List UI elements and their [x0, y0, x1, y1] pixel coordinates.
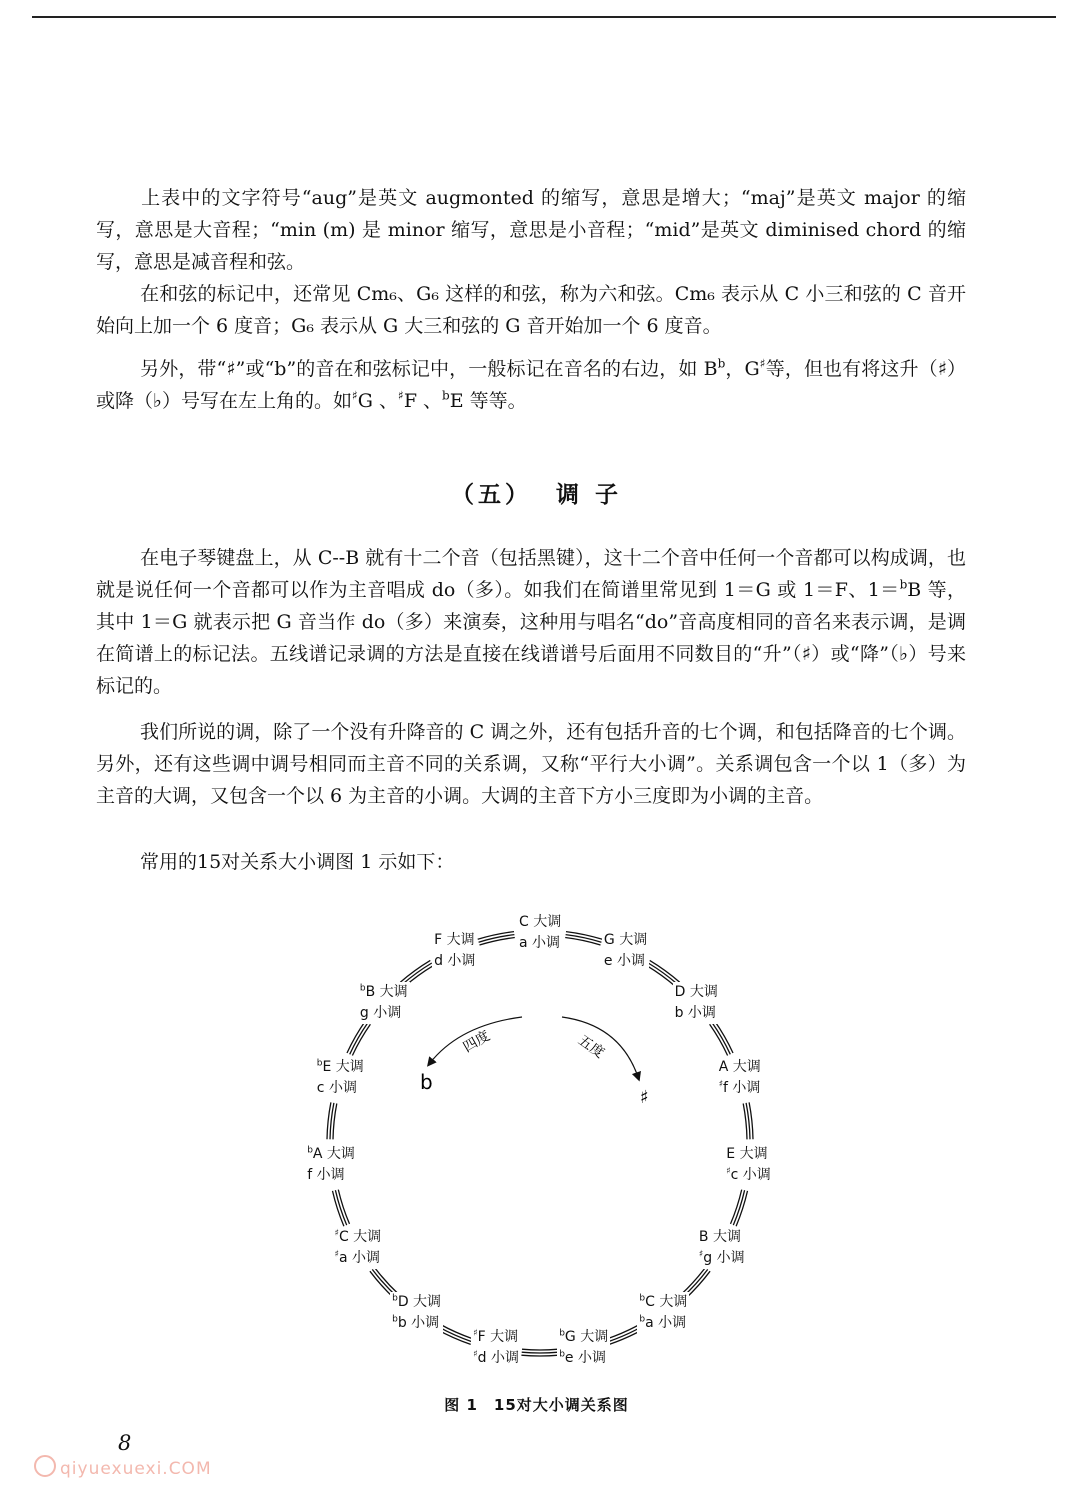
- minor-key-label-text: a 小调: [645, 1314, 687, 1331]
- major-key-label: [719, 1057, 761, 1078]
- section-number: （五）: [450, 481, 532, 508]
- minor-key-label-text: e 小调: [603, 953, 645, 970]
- circle-arc-segment: [743, 1104, 747, 1140]
- minor-key-label: [473, 1348, 519, 1369]
- sharp-direction-symbol: ♯: [640, 1087, 649, 1108]
- sharp-sign: ♯: [351, 388, 358, 403]
- paragraph-text: 在电子琴键盘上，从 C--B 就有十二个音（包括黑键），这十二个音中任何一个音都可以构成调，也就是说任何一个音都可以作为主音唱成 do（多）。如我们在简谱里常见到 1＝G 或 1＝F、1＝: [96, 547, 966, 601]
- page-number: 8: [118, 1431, 132, 1455]
- paragraph-accidentals: [96, 353, 966, 417]
- major-key-label: [360, 982, 408, 1003]
- minor-key-label-text: g 小调: [703, 1250, 745, 1266]
- major-key-label: [675, 982, 718, 1003]
- paragraph-text: F 、: [403, 390, 443, 412]
- minor-key-label: [335, 1248, 382, 1269]
- circle-arc-segment: [333, 1104, 337, 1140]
- circle-arc-segment: [522, 1349, 558, 1350]
- accidental-sign: ♯: [473, 1328, 478, 1339]
- minor-key-label-text: d 小调: [477, 1350, 519, 1367]
- accidental-sign: b: [359, 982, 366, 993]
- circle-of-fifths-diagram: [300, 885, 780, 1385]
- minor-key-label-text: d 小调: [434, 953, 476, 970]
- key-pair: [673, 982, 720, 1024]
- flat-sign: b: [717, 356, 726, 371]
- major-key-label-text: C 大调: [338, 1229, 382, 1245]
- paragraph-figure-intro: [96, 846, 966, 878]
- fifth-arrow-label: 五度: [575, 1032, 608, 1062]
- circle-arc-segment: [352, 1024, 370, 1055]
- major-key-label: [604, 930, 647, 951]
- paragraph-sixth-chords: [96, 278, 966, 342]
- major-key-label-text: F 大调: [434, 932, 475, 949]
- accidental-sign: b: [392, 1314, 398, 1325]
- key-pair: [305, 1144, 357, 1186]
- circle-arc-segment: [712, 1023, 730, 1055]
- accidental-sign: ♯: [726, 1166, 731, 1177]
- minor-key-label: [726, 1165, 771, 1186]
- minor-key-label-text: g 小调: [359, 1004, 402, 1021]
- major-key-label-text: A 大调: [312, 1146, 355, 1162]
- key-pair: [333, 1227, 384, 1269]
- minor-key-label: [519, 933, 561, 954]
- minor-key-label: [604, 951, 647, 972]
- accidental-sign: ♯: [334, 1249, 339, 1260]
- figure-caption: 图 1 15对大小调关系图: [444, 1396, 629, 1414]
- minor-key-label-text: b 小调: [397, 1314, 440, 1331]
- minor-key-label: [392, 1313, 441, 1334]
- major-key-label: [639, 1292, 687, 1313]
- circle-arc-segment: [438, 1327, 471, 1342]
- watermark: [34, 1455, 212, 1479]
- paragraph-text: 另外，带“♯”或“b”的音在和弦标记中，一般标记在音名的右边，如 B: [140, 358, 718, 380]
- circle-arc-segment: [565, 938, 600, 946]
- major-key-label: [335, 1227, 382, 1248]
- watermark-logo-icon: [34, 1455, 56, 1477]
- major-key-label-text: D 大调: [397, 1293, 442, 1310]
- minor-key-label: [360, 1003, 408, 1024]
- circle-arc-segment: [607, 1324, 640, 1339]
- minor-key-label-text: f 小调: [307, 1167, 345, 1183]
- watermark-text: qiyuexuexi.COM: [60, 1459, 212, 1479]
- key-pair: [602, 930, 649, 972]
- minor-key-label: [559, 1348, 608, 1369]
- paragraph-text: G 、: [357, 390, 398, 412]
- sharp-sign: ♯: [759, 356, 766, 371]
- major-key-label: [726, 1144, 771, 1165]
- key-pair: [724, 1144, 773, 1186]
- major-key-label: [519, 912, 561, 933]
- major-key-label-text: G 大调: [603, 932, 648, 949]
- accidental-sign: b: [639, 1314, 646, 1325]
- key-pair: [358, 982, 410, 1024]
- key-pair: [697, 1227, 747, 1269]
- minor-key-label: [317, 1078, 364, 1099]
- circle-of-fifths-arcs: [300, 885, 780, 1385]
- circle-arc-segment: [521, 1355, 558, 1356]
- accidental-sign: b: [559, 1328, 565, 1339]
- major-key-label-text: D 大调: [674, 983, 718, 1000]
- circle-arc-segment: [650, 960, 680, 982]
- key-pair: [432, 930, 477, 972]
- accidental-sign: ♯: [473, 1349, 478, 1360]
- key-pair: [315, 1057, 366, 1099]
- minor-key-label-text: c 小调: [316, 1080, 357, 1097]
- paragraph-text: 我们所说的调，除了一个没有升降音的 C 调之外，还有包括升音的七个调，和包括降音的七个调。另外，还有这些调中调号相同而主音不同的关系调，又称“平行大小调”。关系调包含一个以 1（多）为主音的大调，又包含一个以 6 为主音的小调。大调的主音下方小三度即为小调的主音。: [96, 721, 966, 807]
- major-key-label-text: F 大调: [477, 1329, 519, 1346]
- major-key-label-text: C 大调: [645, 1293, 688, 1310]
- minor-key-label-text: a 小调: [338, 1250, 380, 1266]
- major-key-label-text: E 大调: [726, 1146, 768, 1162]
- major-key-label: [392, 1292, 441, 1313]
- flat-direction-symbol: b: [420, 1070, 433, 1094]
- major-key-label-text: B 大调: [698, 1229, 741, 1245]
- section-heading: [0, 476, 1073, 509]
- paragraph-text: 常用的15对关系大小调图 1 示如下：: [140, 851, 455, 873]
- minor-key-label-text: f 小调: [723, 1080, 761, 1097]
- major-key-label-text: E 大调: [322, 1059, 364, 1076]
- major-key-label-text: G 大调: [564, 1329, 609, 1346]
- key-pair: [390, 1292, 443, 1334]
- circle-arc-segment: [440, 1324, 473, 1339]
- accidental-sign: b: [639, 1293, 646, 1304]
- major-key-label: [317, 1057, 364, 1078]
- paragraph-relative-keys: [96, 716, 966, 812]
- key-pair: [637, 1292, 689, 1334]
- key-pair: [471, 1327, 521, 1369]
- key-pair: [557, 1327, 610, 1369]
- minor-key-label-text: c 小调: [730, 1167, 771, 1183]
- minor-key-label-text: a 小调: [519, 935, 561, 951]
- circle-arc-segment: [522, 1352, 559, 1353]
- paragraph-text: 等，但也有将这升（♯）或降（♭）号写在左上角的。如: [96, 358, 966, 412]
- minor-key-label: [675, 1003, 718, 1024]
- major-key-label-text: C 大调: [519, 914, 562, 930]
- sharp-sign: ♯: [398, 388, 404, 403]
- accidental-sign: b: [559, 1349, 565, 1360]
- circle-arc-segment: [480, 938, 515, 946]
- minor-key-label: [434, 951, 475, 972]
- minor-key-label-text: b 小调: [674, 1004, 716, 1021]
- paragraph-keys-intro: [96, 542, 966, 702]
- circle-arc-segment: [710, 1024, 728, 1055]
- minor-key-label: [699, 1248, 745, 1269]
- flat-sign: b: [442, 388, 450, 403]
- paragraph-abbreviations: [96, 182, 966, 278]
- accidental-sign: ♯: [698, 1249, 704, 1260]
- key-pair: [517, 912, 563, 954]
- paragraph-text: B 等，其中 1＝G 就表示把 G 音当作 do（多）来演奏，这种用与唱名“do”音高度相同的音名来表示调，是调在简谱上的标记法。五线谱记录调的方法是直接在线谱谱号后面用不同数目的“升”（♯）或“降”（♭）号来标记的。: [96, 579, 966, 697]
- top-rule: [32, 16, 1056, 18]
- circle-arc-segment: [400, 960, 430, 982]
- major-key-label: [559, 1327, 608, 1348]
- circle-arc-segment: [333, 1191, 344, 1226]
- accidental-sign: b: [392, 1293, 398, 1304]
- flat-sign: b: [899, 577, 908, 592]
- section-title: 调 子: [556, 481, 623, 508]
- major-key-label: [307, 1144, 355, 1165]
- minor-key-label-text: e 小调: [564, 1350, 606, 1367]
- accidental-sign: b: [307, 1145, 313, 1156]
- paragraph-text: ，G: [725, 358, 760, 380]
- circle-arc-segment: [350, 1023, 368, 1055]
- minor-key-label: [639, 1313, 687, 1334]
- major-key-label-text: B 大调: [365, 983, 408, 1000]
- accidental-sign: ♯: [334, 1228, 339, 1239]
- circle-arc-segment: [647, 966, 676, 987]
- major-key-label: [434, 930, 475, 951]
- fourth-arrow-label: 四度: [460, 1027, 493, 1056]
- major-key-label-text: A 大调: [718, 1059, 761, 1076]
- circle-arc-segment: [736, 1191, 747, 1226]
- paragraph-text: 在和弦的标记中，还常见 Cm₆、G₆ 这样的和弦，称为六和弦。Cm₆ 表示从 C 小三和弦的 C 音开始向上加一个 6 度音；G₆ 表示从 G 大三和弦的 G 音开始加一个 6 度音。: [96, 283, 966, 337]
- major-key-label: [473, 1327, 519, 1348]
- major-key-label: [699, 1227, 745, 1248]
- accidental-sign: b: [316, 1058, 323, 1069]
- paragraph-text: E 等等。: [449, 390, 527, 412]
- minor-key-label: [307, 1165, 355, 1186]
- accidental-sign: ♯: [718, 1079, 724, 1090]
- minor-key-label: [719, 1078, 761, 1099]
- key-pair: [717, 1057, 763, 1099]
- paragraph-text: 上表中的文字符号“aug”是英文 augmonted 的缩写，意思是增大；“maj”是英文 major 的缩写，意思是大音程；“min (m) 是 minor 缩写，意思是小音程；“mid”是英文 diminised chord 的缩写，意思是减音程和弦。: [96, 187, 966, 273]
